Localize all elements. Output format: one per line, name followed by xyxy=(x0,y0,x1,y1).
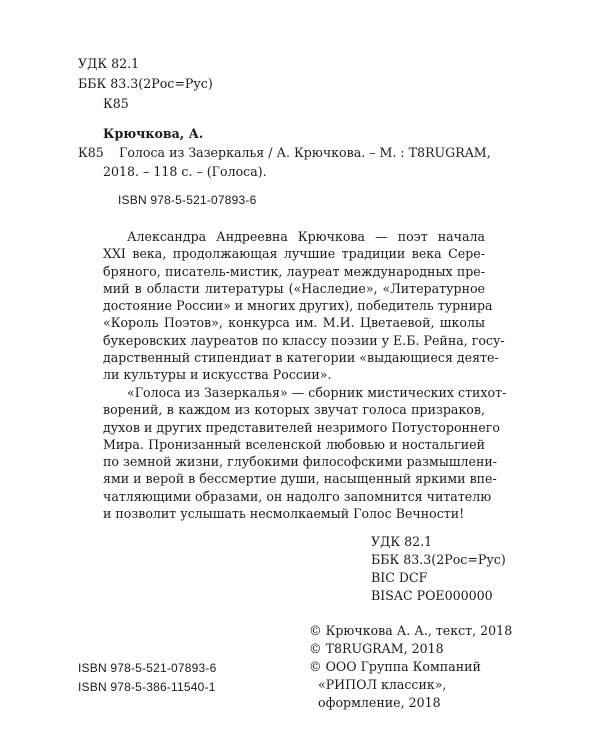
paragraph-line: бряного, писатель-мистик, лауреат международных пре- xyxy=(103,263,485,279)
paragraph-line: «Король Поэтов», конкурса им. М.И. Цветаевой, школы xyxy=(103,315,485,331)
udk-code: УДК 82.1 xyxy=(78,56,140,71)
annotation-paragraph-1 xyxy=(103,228,505,384)
isbn-2: ISBN 978-5-386-11540-1 xyxy=(78,680,216,694)
copyright-line: © T8RUGRAM, 2018 xyxy=(309,641,444,656)
paragraph-line: духов и других представителей незримого Потустороннего xyxy=(103,419,500,435)
copyright-line: «РИПОЛ классик», xyxy=(318,677,447,692)
record-line-2: 2018. – 118 с. – (Голоса). xyxy=(103,164,267,179)
paragraph-line: Мира. Пронизанный вселенской любовью и ностальгией xyxy=(103,436,485,452)
bisac-code: BISAC POE000000 xyxy=(371,588,493,603)
paragraph-line: ворений, в каждом из которых звучат голоса призраков, xyxy=(103,402,485,418)
annotation-paragraph-2 xyxy=(103,384,507,522)
paragraph-line: и позволит услышать несмолкаемый Голос Вечности! xyxy=(103,506,465,522)
paragraph-line: ями и верой в бессмертие души, насыщенный яркими впе- xyxy=(103,471,497,487)
paragraph-line: достояние России» и многих других), победитель турнира xyxy=(103,298,493,314)
paragraph-line: ли культуры и искусства России». xyxy=(103,367,332,383)
paragraph-line: чатляющими образами, он надолго запомнится читателю xyxy=(103,488,492,504)
author-heading: Крючкова, А. xyxy=(103,126,204,141)
paragraph-line: Александра Андреевна Крючкова — поэт начала xyxy=(127,229,485,244)
author-mark: К85 xyxy=(103,96,129,111)
paragraph-line: «Голоса из Зазеркалья» — сборник мистических стихот- xyxy=(127,385,507,400)
paragraph-line: по земной жизни, глубокими философскими размышлени- xyxy=(103,454,498,470)
paragraph-line: мий в области литературы («Наследие», «Литературное xyxy=(103,280,485,296)
paragraph-line: XXI века, продолжающая лучшие традиции века Сере- xyxy=(103,246,485,262)
paragraph-line: букеровских лауреатов по классу поэзии у Е.Б. Рейна, госу- xyxy=(103,332,505,348)
record-isbn: ISBN 978-5-521-07893-6 xyxy=(118,193,257,207)
bbk-code-bottom: ББК 83.3(2Рос=Рус) xyxy=(371,552,506,567)
isbn-1: ISBN 978-5-521-07893-6 xyxy=(78,661,217,675)
copyright-line: © ООО Группа Компаний xyxy=(309,659,481,674)
record-mark: К85 xyxy=(78,145,104,160)
bbk-code: ББК 83.3(2Рос=Рус) xyxy=(78,76,213,91)
udk-code-bottom: УДК 82.1 xyxy=(371,534,433,549)
copyright-line: оформление, 2018 xyxy=(318,695,441,710)
paragraph-line: дарственный стипендиат в категории «выдающиеся деяте- xyxy=(103,350,499,366)
record-line-1: Голоса из Зазеркалья / А. Крючкова. – М. : T8RUGRAM, xyxy=(119,145,491,160)
copyright-line: © Крючкова А. А., текст, 2018 xyxy=(309,623,513,638)
bic-code: BIC DCF xyxy=(371,570,428,585)
